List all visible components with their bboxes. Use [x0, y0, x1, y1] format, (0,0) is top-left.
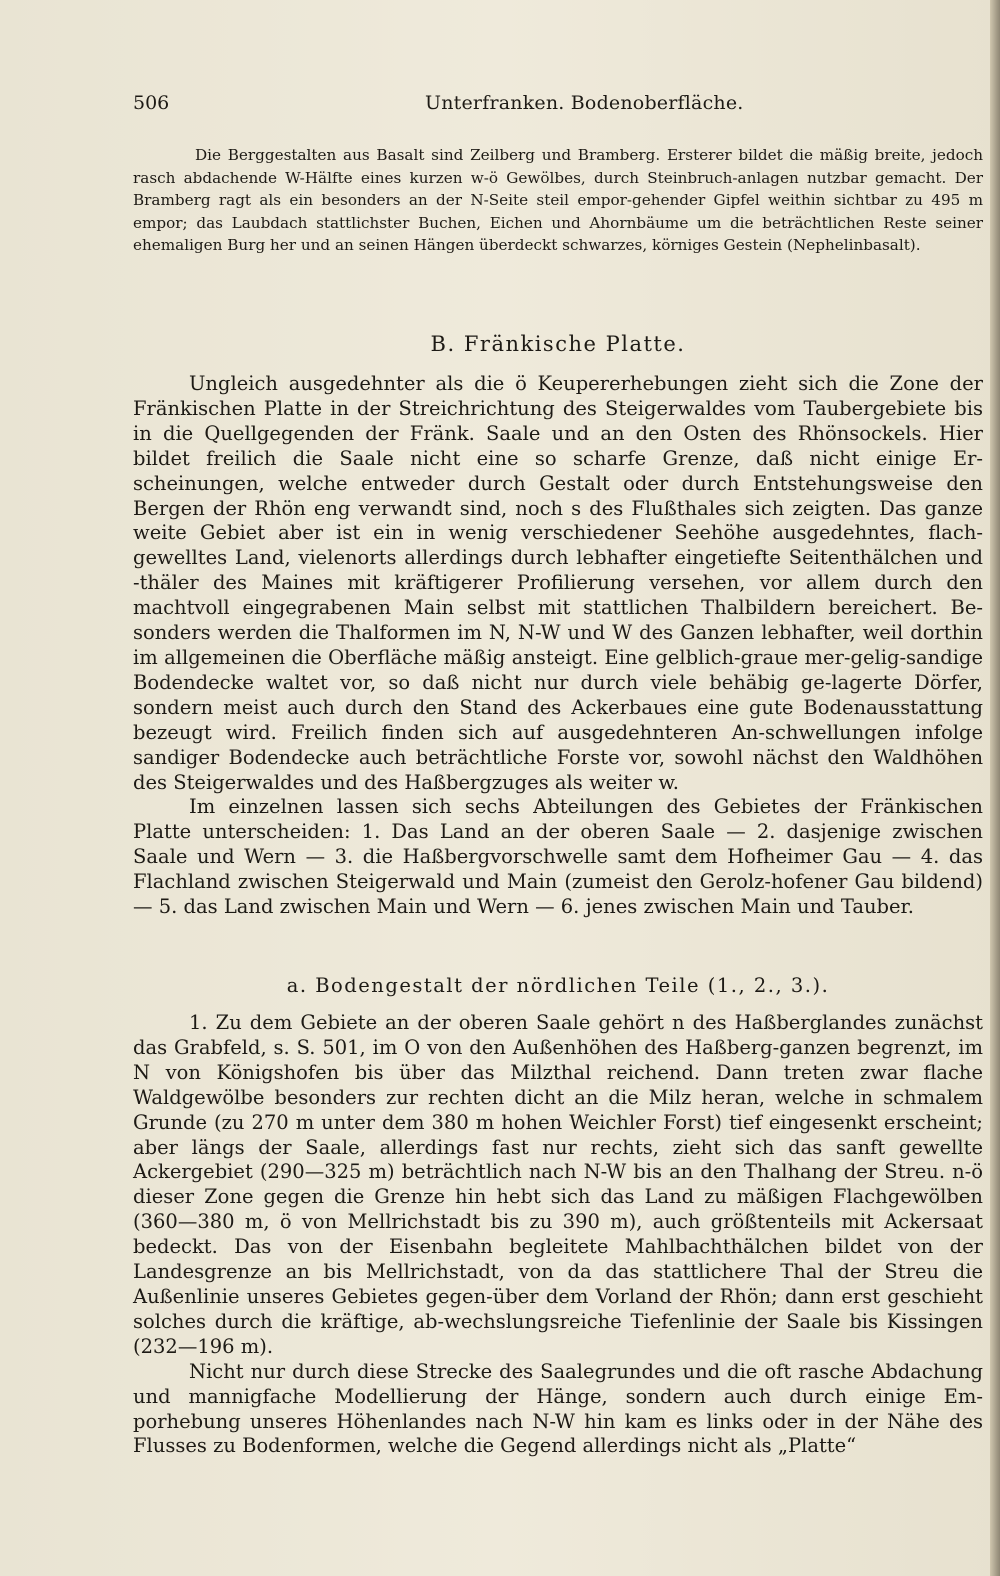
section-b-text	[133, 372, 983, 920]
intro-paragraph-block	[133, 144, 983, 257]
paragraph: Im einzelnen lassen sich sechs Abteilungen des Gebietes der Fränkischen Platte unterscheiden: 1. Das Land an der oberen Saale — 2. dasjenige zwischen Saale und Wern — 3. die Haßbergvorschwelle samt dem Hofheimer Gau — 4. das Flachland zwischen Steigerwald und Main (zumeist den Gerolz-hofener Gau bildend) — 5. das Land zwischen Main und Wern — 6. jenes zwischen Main und Tauber.	[133, 795, 983, 919]
intro-paragraph: Die Berggestalten aus Basalt sind Zeilberg und Bramberg. Ersterer bildet die mäßig breite, jedoch rasch abdachende W-Hälfte eines kurzen w-ö Gewölbes, durch Steinbruch-anlagen nutzbar gemacht. Der Bramberg ragt als ein besonders an der N-Seite steil empor-gehender Gipfel weithin sichtbar zu 495 m empor; das Laubdach stattlichster Buchen, Eichen und Ahornbäume um die beträchtlichen Reste seiner ehemaligen Burg her und an seinen Hängen überdeckt schwarzes, körniges Gestein (Nephelinbasalt).	[133, 146, 983, 255]
paragraph: Nicht nur durch diese Strecke des Saalegrundes und die oft rasche Abdachung und mannigfache Modellierung der Hänge, sondern auch durch einige Em-porhebung unseres Höhenlandes nach N-W hin kam es links oder in der Nähe des Flusses zu Bodenformen, welche die Gegend allerdings nicht als „Platte“	[133, 1359, 983, 1458]
paragraph: Ungleich ausgedehnter als die ö Keupererhebungen zieht sich die Zone der Fränkischen Platte in der Streichrichtung des Steigerwaldes vom Taubergebiete bis in die Quellgegenden der Fränk. Saale und an den Osten des Rhönsockels. Hier bildet freilich die Saale nicht eine so scharfe Grenze, daß nicht einige Er-scheinungen, welche entweder durch Gestalt oder durch Entstehungsweise den Bergen der Rhön eng verwandt sind, noch s des Flußthales sich zeigten. Das ganze weite Gebiet aber ist ein in wenig verschiedener Seehöhe ausgedehntes, flach-gewelltes Land, vielenorts allerdings durch lebhafter eingetiefte Seitenthälchen und -thäler des Maines mit kräftigerer Profilierung versehen, vor allem durch den machtvoll eingegrabenen Main selbst mit stattlichen Thalbildern bereichert. Be-sonders werden die Thalformen im N, N-W und W des Ganzen lebhafter, weil dorthin im allgemeinen die Oberfläche mäßig ansteigt. Eine gelblich-graue mer-gelig-sandige Bodendecke waltet vor, so daß nicht nur durch viele behäbig ge-lagerte Dörfer, sondern meist auch durch den Stand des Ackerbaues eine gute Bodenausstattung bezeugt wird. Freilich finden sich auf ausgedehnteren An-schwellungen infolge sandiger Bodendecke auch beträchtliche Forste vor, sowohl nächst den Waldhöhen des Steigerwaldes und des Haßbergzuges als weiter w.	[133, 372, 983, 794]
paragraph: 1. Zu dem Gebiete an der oberen Saale gehört n des Haßberglandes zunächst das Grabfeld, s. S. 501, im O von den Außenhöhen des Haßberg-ganzen begrenzt, im N von Königshofen bis über das Milzthal reichend. Dann treten zwar flache Waldgewölbe besonders zur rechten dicht an die Milz heran, welche in schmalem Grunde (zu 270 m unter dem 380 m hohen Weichler Forst) tief eingesenkt erscheint; aber längs der Saale, allerdings fast nur rechts, zieht sich das sanft gewellte Ackergebiet (290—325 m) beträchtlich nach N-W bis an den Thalhang der Streu. n-ö dieser Zone gegen die Grenze hin hebt sich das Land zu mäßigen Flachgewölben (360—380 m, ö von Mellrichstadt bis zu 390 m), auch größtenteils mit Ackersaat bedeckt. Das von der Eisenbahn begleitete Mahlbachthälchen bildet von der Landesgrenze an bis Mellrichstadt, von da das stattlichere Thal der Streu die Außenlinie unseres Gebietes gegen-über dem Vorland der Rhön; dann erst geschieht solches durch die kräftige, ab-wechslungsreiche Tiefenlinie der Saale bis Kissingen (232—196 m).	[133, 1011, 983, 1358]
page-edge	[990, 0, 1000, 1576]
subsection-a-text	[133, 1011, 983, 1459]
page-header	[133, 92, 983, 122]
subsection-title: a. Bodengestalt der nördlichen Teile (1., 2., 3.).	[286, 974, 830, 997]
running-title: Unterfranken. Bodenoberfläche.	[425, 92, 744, 114]
section-title: B. Fränkische Platte.	[430, 332, 686, 356]
page-number: 506	[133, 92, 170, 114]
